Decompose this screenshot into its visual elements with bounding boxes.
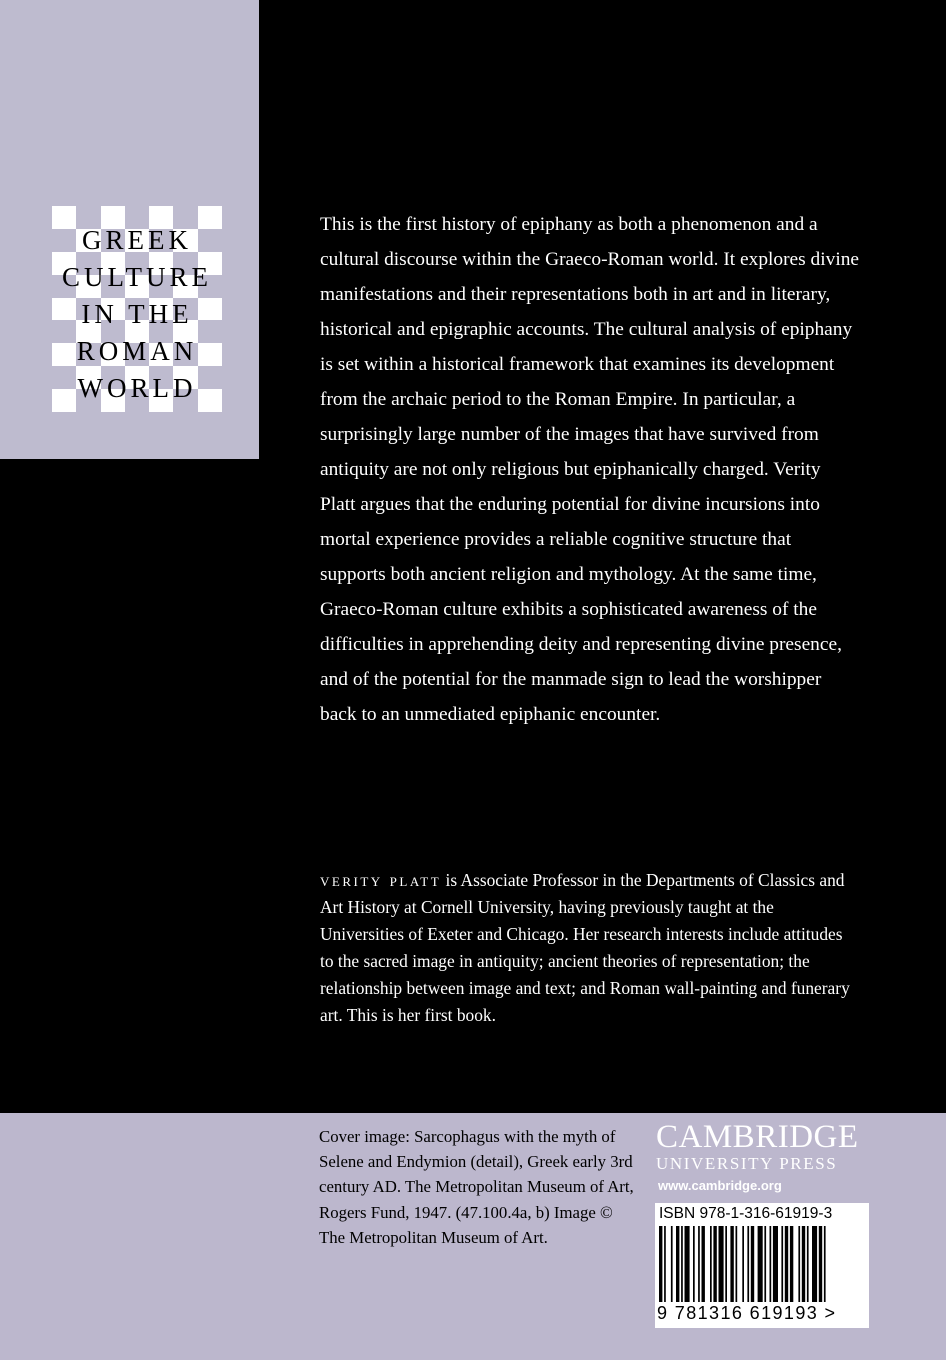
- barcode-bar: [713, 1226, 716, 1302]
- barcode-bar: [751, 1226, 754, 1302]
- barcode-bar: [824, 1226, 826, 1302]
- series-title-line: WORLD: [77, 373, 197, 403]
- barcode-bar: [676, 1226, 679, 1302]
- description-text: This is the first history of epiphany as both a phenomenon and a cultural discourse within the Graeco-Roman world. It explores divine manifestations and their representations both in art and in literary, historical and epigraphic accounts. The cultural analysis of epiphany is set within a historical framework that examines its development from the archaic period to the Roman Empire. In particular, a surprisingly large number of the images that have survived from antiquity are not only religious but epiphanically charged. Verity Platt argues that the enduring potential for divine incursions into mortal experience provides a reliable cognitive structure that supports both ancient religion and mythology. At the same time, Graeco-Roman culture exhibits a sophisticated awareness of the difficulties in apprehending deity and representing divine presence, and of the potential for the manmade sign to lead the worshipper back to an unmediated epiphanic encounter.: [320, 214, 860, 725]
- bio-paragraph: [320, 867, 850, 1029]
- barcode-bar: [730, 1226, 733, 1302]
- publisher-url: www.cambridge.org: [658, 1178, 782, 1193]
- barcode-bar: [702, 1226, 705, 1302]
- barcode-bar: [736, 1226, 738, 1302]
- barcode-bar: [770, 1226, 772, 1302]
- barcode-bar: [790, 1226, 793, 1302]
- series-title-line: ROMAN: [76, 336, 198, 366]
- barcode-bar: [812, 1226, 817, 1302]
- barcode-bar: [764, 1226, 766, 1302]
- barcode-digits: 9 781316 619193 >: [657, 1303, 837, 1323]
- barcode-bar: [693, 1226, 695, 1302]
- author-bio: [320, 867, 850, 1029]
- publisher-subtitle: UNIVERSITY PRESS: [656, 1154, 838, 1173]
- barcode-bar: [725, 1226, 727, 1302]
- book-description: [320, 207, 860, 732]
- series-title-line: CULTURE: [61, 262, 212, 292]
- author-name: verity platt: [320, 870, 442, 890]
- barcode-bar: [664, 1226, 666, 1302]
- barcode-box: [655, 1203, 869, 1328]
- barcode-bar: [742, 1226, 744, 1302]
- barcode-bar: [807, 1226, 809, 1302]
- barcode-bar: [785, 1226, 788, 1302]
- series-title: [52, 222, 222, 407]
- barcode-bar: [819, 1226, 822, 1302]
- bio-text: is Associate Professor in the Departments of Classics and Art History at Cornell University, having previously taught at the Universities of Exeter and Chicago. Her research interests include attitudes to the sacred image in antiquity; ancient theories of representation; the relationship between image and text; and Roman wall-painting and funerary art. This is her first book.: [320, 870, 850, 1025]
- barcode-bar: [719, 1226, 724, 1302]
- series-title-line: GREEK: [82, 225, 192, 255]
- cover-image-credit: Cover image: Sarcophagus with the myth of Selene and Endymion (detail), Greek early 3rd century AD. The Metropolitan Museum of Art, Rogers Fund, 1947. (47.100.4a, b) Image © The Metropolitan Museum of Art.: [319, 1127, 634, 1247]
- barcode-bar: [671, 1226, 673, 1302]
- barcode-bar: [747, 1226, 749, 1302]
- series-title-line: IN THE: [81, 299, 193, 329]
- publisher-name: CAMBRIDGE: [656, 1119, 859, 1155]
- barcode-bar: [798, 1226, 800, 1302]
- barcode-bar: [710, 1226, 712, 1302]
- series-panel: [0, 0, 259, 459]
- barcode-bar: [758, 1226, 763, 1302]
- barcode-bar: [802, 1226, 805, 1302]
- barcode-bar: [698, 1226, 700, 1302]
- barcode-bar: [781, 1226, 783, 1302]
- barcode-bar: [685, 1226, 690, 1302]
- barcode-bar: [773, 1226, 778, 1302]
- barcode-bar: [659, 1226, 662, 1302]
- barcode-bar: [681, 1226, 683, 1302]
- isbn-label: ISBN 978-1-316-61919-3: [659, 1205, 833, 1222]
- barcode-icon: [659, 1226, 865, 1304]
